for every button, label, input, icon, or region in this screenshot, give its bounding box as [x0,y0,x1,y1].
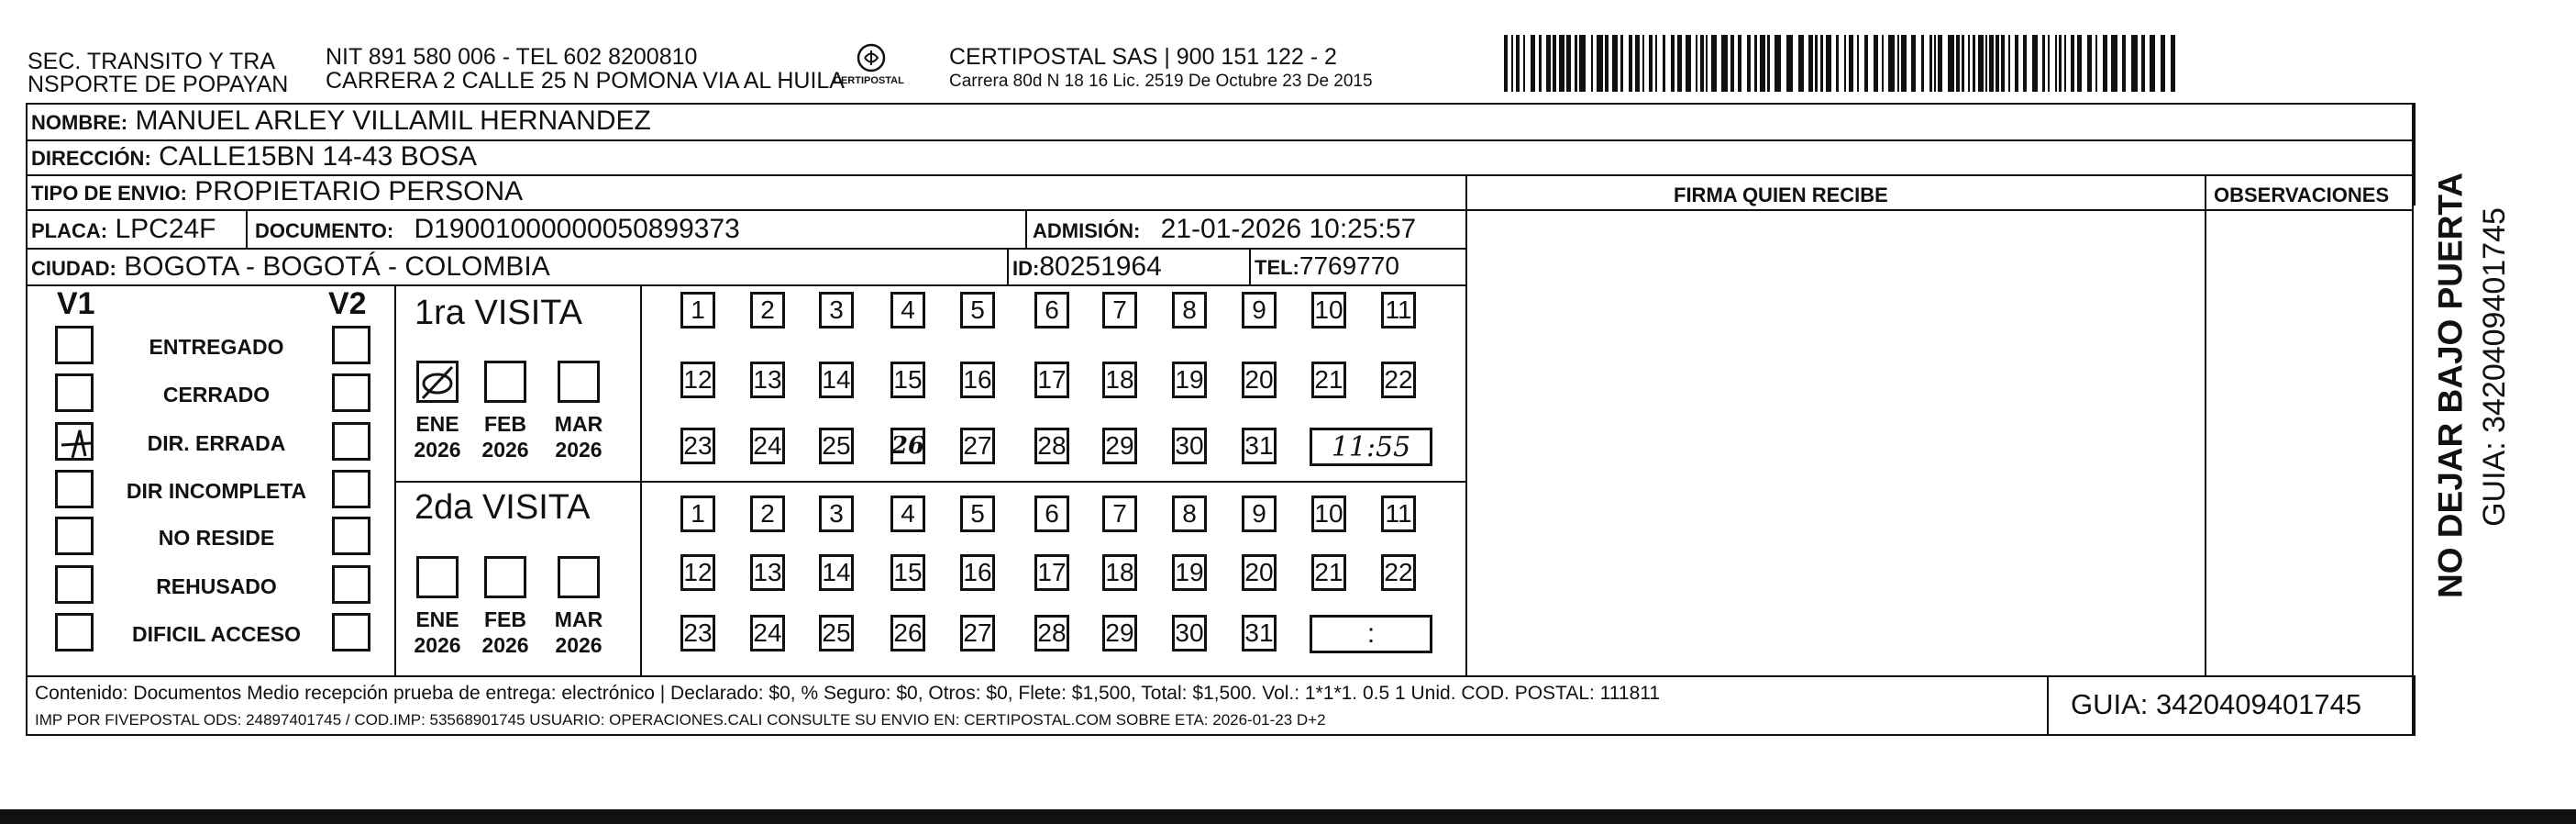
month-label [547,412,611,462]
day-box[interactable]: 23 [680,428,715,464]
placa-cell [31,216,216,243]
visit1-title: 1ra VISITA [415,294,583,332]
day-box[interactable]: 14 [819,362,854,398]
day-box[interactable]: 14 [819,554,854,591]
guia-footer: GUIA: 3420409401745 [2071,688,2362,720]
day-box[interactable]: 4 [890,496,925,532]
handwritten-mark-icon [58,425,94,462]
day-box[interactable]: 25 [819,428,854,464]
day-box[interactable]: 9 [1242,292,1277,328]
v2-checkbox[interactable] [332,565,370,604]
no-dejar-warning: NO DEJAR BAJO PUERTA [2431,173,2470,598]
month-checkbox[interactable] [416,361,459,403]
day-box[interactable]: 10 [1311,292,1346,328]
day-box[interactable]: 17 [1034,554,1069,591]
month-year: 2026 [414,632,461,657]
documento-value: D19001000000050899373 [414,214,740,244]
v1-checkbox[interactable] [55,422,94,461]
month-checkbox[interactable] [484,556,526,598]
v1-checkbox[interactable] [55,470,94,508]
v2-checkbox[interactable] [332,422,370,461]
documento-cell [255,216,740,243]
company-line-2: NSPORTE DE POPAYAN [28,72,289,97]
nombre-row [31,107,651,135]
day-box[interactable]: 9 [1242,496,1277,532]
day-box[interactable]: 12 [680,554,715,591]
day-box[interactable]: 21 [1311,554,1346,591]
month-year: 2026 [555,632,603,657]
day-box[interactable]: 30 [1172,615,1207,651]
tipo-value: PROPIETARIO PERSONA [194,176,524,206]
day-box[interactable]: 3 [819,292,854,328]
v1-checkbox[interactable] [55,517,94,555]
id-value: 80251964 [1039,251,1162,282]
day-box[interactable]: 8 [1172,292,1207,328]
courier-line-1: CERTIPOSTAL SAS | 900 151 122 - 2 [949,44,1337,70]
guia-side: GUIA: 3420409401745 [2477,207,2512,527]
day-box[interactable] [890,428,925,464]
v2-label: V2 [328,286,367,321]
v2-checkbox[interactable] [332,517,370,555]
day-box[interactable]: 7 [1102,496,1137,532]
month-checkbox[interactable] [558,361,600,403]
day-box[interactable]: 15 [890,554,925,591]
month-name: FEB [484,412,526,436]
day-box[interactable]: 1 [680,496,715,532]
day-box[interactable]: 21 [1311,362,1346,398]
placa-value: LPC24F [115,214,216,244]
ciudad-cell [31,253,550,281]
direccion-value: CALLE15BN 14-43 BOSA [159,141,477,172]
day-box[interactable]: 15 [890,362,925,398]
day-box[interactable]: 8 [1172,496,1207,532]
nombre-value: MANUEL ARLEY VILLAMIL HERNANDEZ [135,106,651,136]
day-box[interactable]: 18 [1102,362,1137,398]
day-box[interactable]: 2 [750,496,785,532]
day-box[interactable]: 28 [1034,615,1069,651]
day-box[interactable]: 31 [1242,428,1277,464]
month-label [473,412,537,462]
status-reason-label: DIR. ERRADA [147,431,286,455]
visit2-title: 2da VISITA [415,488,591,527]
id-label: ID: [1012,257,1040,280]
observaciones-header: OBSERVACIONES [2214,184,2390,206]
day-box[interactable]: 16 [960,554,995,591]
month-checkbox[interactable] [484,361,526,403]
tipo-row [31,178,523,206]
time-box[interactable] [1310,428,1432,466]
status-reason-label: NO RESIDE [158,526,275,550]
day-box[interactable]: 16 [960,362,995,398]
contenido-line: Contenido: Documentos Medio recepción prueba de entrega: electrónico | Declarado: $0, % Seguro: $0, Otros: $0, Flete: $1,500, Total: $1,500. Vol.: 1*1*1. 0.5 1 Unid. COD. POSTAL: 111811 [35,683,1661,704]
v1-label: V1 [57,286,95,321]
barcode-icon [1504,35,2183,92]
v1-checkbox[interactable] [55,565,94,604]
day-box[interactable]: 23 [680,615,715,651]
documento-label: DOCUMENTO: [255,219,394,242]
day-box[interactable]: 13 [750,554,785,591]
status-reason-label: CERRADO [162,383,271,406]
month-label [405,412,470,462]
day-box[interactable]: 27 [960,615,995,651]
day-box[interactable]: 12 [680,362,715,398]
status-reason-label: DIFICIL ACCESO [131,622,301,646]
day-box[interactable]: 10 [1311,496,1346,532]
handwritten-day: 26 [890,432,925,460]
month-checkbox[interactable] [558,556,600,598]
id-cell [1012,253,1162,281]
day-box[interactable]: 5 [960,292,995,328]
direccion-row [31,143,477,171]
month-name: MAR [554,412,603,436]
imp-line: IMP POR FIVEPOSTAL ODS: 24897401745 / COD.IMP: 53568901745 USUARIO: OPERACIONES.CALI CONSULTE SU ENVIO EN: CERTIPOSTAL.COM SOBRE ETA: 2026-01-23 D+2 [35,711,1326,729]
certipostal-logo-icon [830,41,912,96]
company-line-1: SEC. TRANSITO Y TRA [28,49,275,74]
v1-checkbox[interactable] [55,326,94,364]
placa-label: PLACA: [31,219,108,242]
day-box[interactable]: 26 [890,615,925,651]
courier-line-2: Carrera 80d N 18 16 Lic. 2519 De Octubre 23 De 2015 [949,72,1373,91]
direccion-label: DIRECCIÓN: [31,147,151,170]
day-box[interactable]: 27 [960,428,995,464]
admision-value: 21-01-2026 10:25:57 [1160,214,1417,244]
nit-line: NIT 891 580 006 - TEL 602 8200810 [326,44,698,70]
day-box[interactable]: 20 [1242,362,1277,398]
admision-label: ADMISIÓN: [1033,219,1141,242]
day-box[interactable]: 7 [1102,292,1137,328]
firma-header: FIRMA QUIEN RECIBE [1674,184,1888,206]
month-name: MAR [554,607,603,631]
day-box[interactable]: 11 [1381,496,1416,532]
nombre-label: NOMBRE: [31,111,128,134]
handwritten-mark-icon [419,363,456,400]
month-name: ENE [415,607,459,631]
tipo-label: TIPO DE ENVIO: [31,182,187,205]
v2-checkbox[interactable] [332,470,370,508]
month-year: 2026 [414,437,461,462]
status-reason-label: REHUSADO [156,574,277,598]
status-reason-label: DIR INCOMPLETA [126,479,307,503]
day-box[interactable]: 18 [1102,554,1137,591]
month-label [405,607,470,658]
day-box[interactable]: 3 [819,496,854,532]
v2-checkbox[interactable] [332,373,370,412]
day-box[interactable]: 6 [1034,292,1069,328]
month-year: 2026 [555,437,603,462]
day-box[interactable]: 31 [1242,615,1277,651]
v2-checkbox[interactable] [332,613,370,651]
tel-value: 7769770 [1299,251,1399,280]
time-value: : [1366,618,1376,649]
month-year: 2026 [481,632,529,657]
day-box[interactable]: 17 [1034,362,1069,398]
day-box[interactable]: 24 [750,428,785,464]
day-box[interactable]: 28 [1034,428,1069,464]
day-box[interactable]: 2 [750,292,785,328]
day-box[interactable]: 20 [1242,554,1277,591]
ciudad-label: CIUDAD: [31,257,116,280]
bottom-border [0,809,2576,824]
month-label [473,607,537,658]
day-box[interactable]: 30 [1172,428,1207,464]
day-box[interactable]: 22 [1381,554,1416,591]
month-checkbox[interactable] [416,556,459,598]
day-box[interactable]: 29 [1102,615,1137,651]
tel-cell [1255,253,1399,279]
day-box[interactable]: 19 [1172,362,1207,398]
day-box[interactable]: 19 [1172,554,1207,591]
time-box[interactable] [1310,615,1432,653]
day-box[interactable]: 29 [1102,428,1137,464]
time-value: 11:55 [1331,430,1411,463]
month-label [547,607,611,658]
address-line: CARRERA 2 CALLE 25 N POMONA VIA AL HUILA [326,68,845,94]
month-year: 2026 [481,437,529,462]
ciudad-value: BOGOTA - BOGOTÁ - COLOMBIA [124,251,550,282]
day-box[interactable]: 25 [819,615,854,651]
day-box[interactable]: 11 [1381,292,1416,328]
month-name: FEB [484,607,526,631]
day-box[interactable]: 4 [890,292,925,328]
status-reason-label: ENTREGADO [149,335,284,359]
month-name: ENE [415,412,459,436]
day-box[interactable]: 5 [960,496,995,532]
v1-checkbox[interactable] [55,613,94,651]
day-box[interactable]: 6 [1034,496,1069,532]
v1-checkbox[interactable] [55,373,94,412]
v2-checkbox[interactable] [332,326,370,364]
day-box[interactable]: 1 [680,292,715,328]
day-box[interactable]: 13 [750,362,785,398]
logo-text: CERTIPOSTAL [834,75,904,86]
day-box[interactable]: 24 [750,615,785,651]
day-box[interactable]: 22 [1381,362,1416,398]
admision-cell [1033,216,1416,243]
tel-label: TEL: [1255,256,1299,279]
